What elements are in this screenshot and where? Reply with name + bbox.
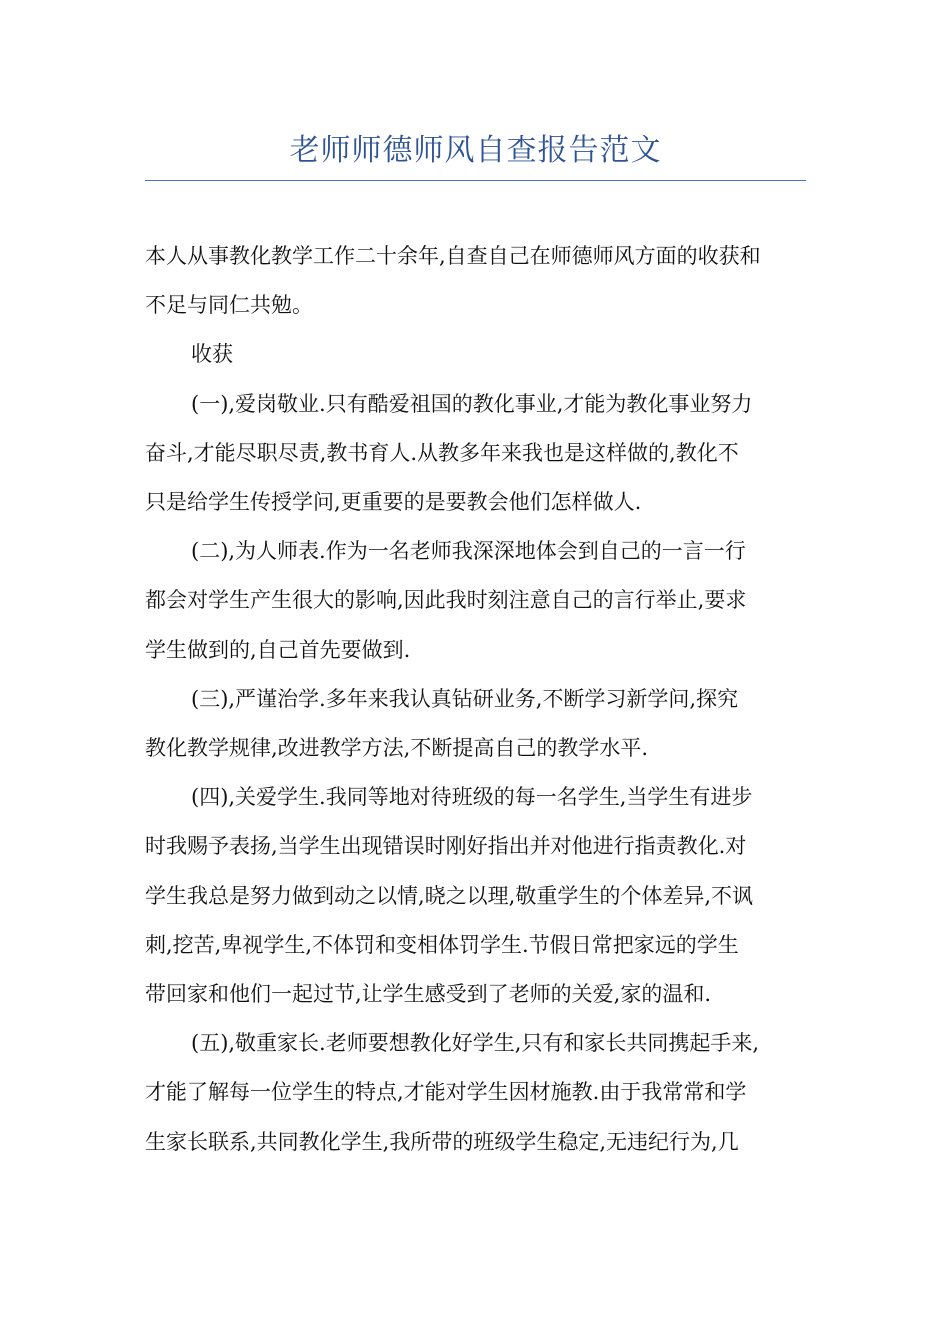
text-line: 都会对学生产生很大的影响,因此我时刻注意自己的言行举止,要求 (145, 588, 747, 613)
text-line: (三),严谨治学.多年来我认真钻研业务,不断学习新学问,探究 (191, 686, 739, 711)
text-line: 收获 (191, 342, 233, 367)
text-line: (四),关爱学生.我同等地对待班级的每一名学生,当学生有进步 (191, 785, 753, 810)
text-line: 生家长联系,共同教化学生,我所带的班级学生稳定,无违纪行为,几 (145, 1129, 739, 1154)
text-line: (五),敬重家长.老师要想教化好学生,只有和家长共同携起手来, (191, 1031, 760, 1056)
text-line: 只是给学生传授学问,更重要的是要教会他们怎样做人. (145, 490, 642, 515)
text-line: 教化教学规律,改进教学方法,不断提高自己的教学水平. (145, 736, 649, 761)
text-line: 奋斗,才能尽职尽责,教书育人.从教多年来我也是这样做的,教化不 (145, 440, 739, 465)
title-underline (145, 180, 806, 181)
text-line: 不足与同仁共勉。 (145, 293, 313, 318)
document-body (145, 232, 811, 1167)
text-line: 时我赐予表扬,当学生出现错误时刚好指出并对他进行指责教化.对 (145, 834, 747, 859)
text-line: 学生做到的,自己首先要做到. (145, 637, 411, 662)
text-line: (二),为人师表.作为一名老师我深深地体会到自己的一言一行 (191, 539, 746, 564)
document-title: 老师师德师风自查报告范文 (289, 133, 662, 168)
paragraph (145, 527, 811, 675)
text-line: (一),爱岗敬业.只有酷爱祖国的教化事业,才能为教化事业努力 (191, 391, 753, 416)
paragraph (145, 773, 811, 1019)
paragraph (145, 380, 811, 528)
text-line: 带回家和他们一起过节,让学生感受到了老师的关爱,家的温和. (145, 982, 712, 1007)
paragraph (145, 232, 811, 330)
text-line: 才能了解每一位学生的特点,才能对学生因材施教.由于我常常和学 (145, 1080, 747, 1105)
text-line: 学生我总是努力做到动之以情,晓之以理,敬重学生的个体差异,不讽 (145, 883, 754, 908)
text-line: 本人从事教化教学工作二十余年,自查自己在师德师风方面的收获和 (145, 244, 761, 268)
text-line: 刺,挖苦,卑视学生,不体罚和变相体罚学生.节假日常把家远的学生 (145, 932, 739, 957)
paragraph (145, 675, 811, 773)
paragraph (145, 1019, 811, 1167)
paragraph (145, 330, 811, 379)
